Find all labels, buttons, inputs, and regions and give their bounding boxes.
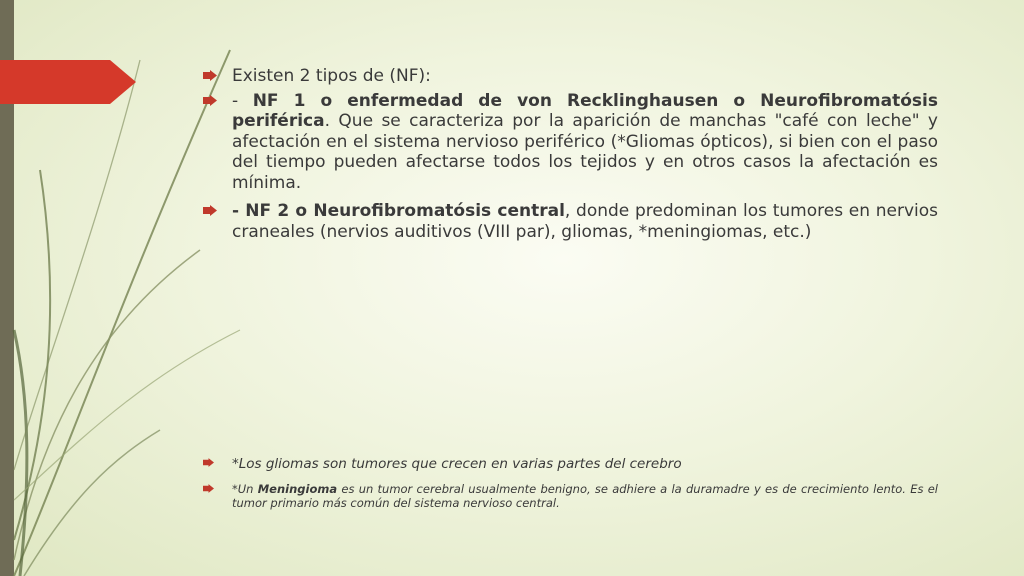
note-meningioma — [203, 482, 938, 510]
arrow-bullet-icon — [203, 458, 214, 467]
note-bold-term: Meningioma — [257, 482, 338, 496]
note-rest: es un tumor cerebral usualmente benigno, se adhiere a la duramadre y es de crecimiento lento. Es el tumor primario más común del sistema nervioso central. — [232, 482, 938, 510]
main-content — [203, 66, 938, 254]
note-gliomas — [203, 456, 938, 472]
red-arrow-tab-icon — [0, 60, 140, 104]
arrow-bullet-icon — [203, 70, 217, 81]
bullet-types-intro — [203, 66, 938, 87]
note-text: *Los gliomas son tumores que crecen en varias partes del cerebro — [232, 456, 682, 472]
bullet-nf2 — [203, 201, 938, 242]
footnotes — [203, 456, 938, 510]
bullet-bold-term: - NF 2 o Neurofibromatósis central — [232, 201, 565, 221]
bullet-bold-term: NF 1 o enfermedad de von Recklinghausen o Neurofibromatósis periférica — [232, 90, 938, 131]
bullet-rest: . Que se caracteriza por la aparición de manchas "café con leche" y afectación en el sistema nervioso periférico (*Gliomas ópticos), si bien con el paso del tiempo pueden afectarse todos los tejidos y en otros casos la afectación es mínima. — [232, 111, 938, 193]
arrow-bullet-icon — [203, 205, 217, 216]
arrow-bullet-icon — [203, 95, 217, 106]
note-prefix: *Un — [232, 482, 258, 496]
bullet-nf1 — [203, 91, 938, 194]
bullet-prefix: - — [232, 90, 253, 111]
bullet-rest: , donde predominan los tumores en nervios craneales (nervios auditivos (VIII par), gliomas, *meningiomas, etc.) — [232, 201, 938, 242]
bullet-text: Existen 2 tipos de (NF): — [232, 66, 431, 86]
arrow-bullet-icon — [203, 484, 214, 493]
